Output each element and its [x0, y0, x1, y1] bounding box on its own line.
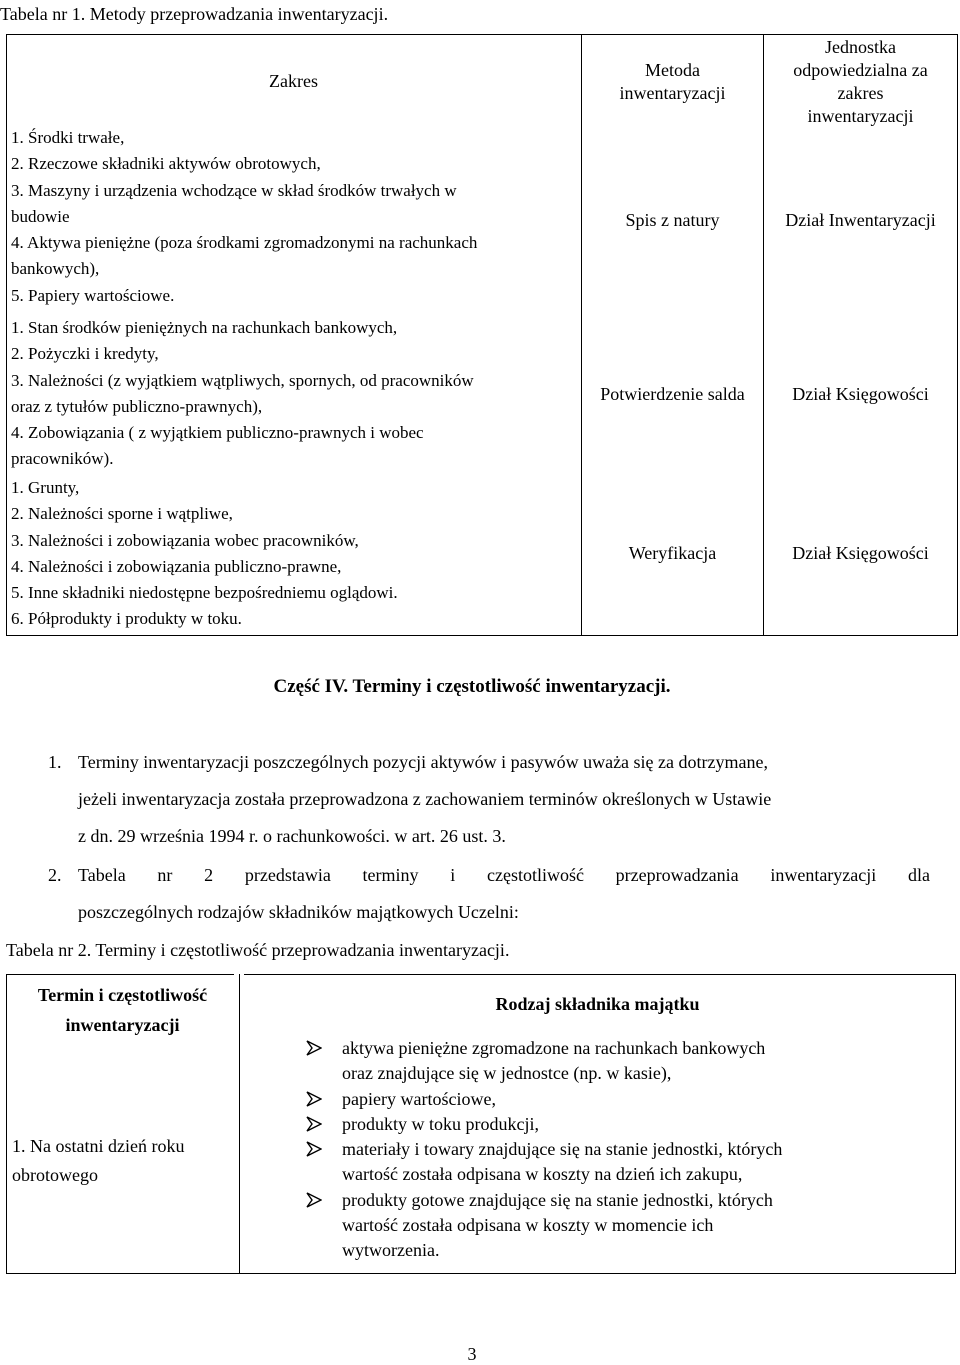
- arrowhead-bullet-icon: [306, 1192, 322, 1208]
- row2-method: Potwierdzenie salda: [600, 384, 745, 404]
- row2-range: 1. Stan środków pieniężnych na rachunkach bankowych, 2. Pożyczki i kredyty, 3. Należności (z wyjątkiem wątpliwych, spornych, od pracowników oraz z tytułów publiczno-prawnych), 4. Zobowiązania ( z wyjątkiem publiczno-prawnych i wobec pracowników).: [11, 318, 474, 469]
- term-cell: 1. Na ostatni dzień roku obrotowego: [12, 1136, 185, 1185]
- header-unit: Jednostka odpowiedzialna za zakres inwentaryzacji: [793, 37, 928, 126]
- row3-range: 1. Grunty, 2. Należności sporne i wątpliwe, 3. Należności i zobowiązania wobec pracowników, 4. Należności i zobowiązania publiczno-prawne, 5. Inne składniki niedostępne bezpośredniemu oglądowi. 6. Półprodukty i produkty w toku.: [11, 478, 398, 629]
- list-item: aktywa pieniężne zgromadzone na rachunkach bankowych oraz znajdujące się w jednostce (np. w kasie),: [306, 1036, 782, 1087]
- inventory-terms-table: [6, 974, 956, 1274]
- header-term: Termin i częstotliwość inwentaryzacji: [37, 985, 208, 1035]
- row3-unit: Dział Księgowości: [792, 543, 929, 563]
- table1-caption: Tabela nr 1. Metody przeprowadzania inwentaryzacji.: [0, 4, 389, 24]
- arrowhead-bullet-icon: [306, 1141, 322, 1157]
- asset-kind-list: [306, 1036, 782, 1264]
- arrowhead-bullet-icon: [306, 1091, 322, 1107]
- list-item: produkty w toku produkcji,: [306, 1112, 782, 1137]
- row1-range: 1. Środki trwałe, 2. Rzeczowe składniki aktywów obrotowych, 3. Maszyny i urządzenia wchodzące w skład środków trwałych w budowie 4. Aktywa pieniężne (poza środkami zgromadzonymi na rachunkach bankowych), 5. Papiery wartościowe.: [11, 128, 478, 305]
- header-range: Zakres: [269, 71, 318, 91]
- inventory-methods-table: [6, 34, 958, 636]
- list-item: materiały i towary znajdujące się na stanie jednostki, których wartość została odpisana w koszty na dzień ich zakupu,: [306, 1137, 782, 1188]
- page-number: 3: [467, 1344, 477, 1364]
- arrowhead-bullet-icon: [306, 1116, 322, 1132]
- row1-method: Spis z natury: [625, 210, 720, 230]
- list-item: papiery wartościowe,: [306, 1087, 782, 1112]
- header-kind: Rodzaj składnika majątku: [495, 994, 700, 1014]
- arrowhead-bullet-icon: [306, 1040, 322, 1056]
- section-heading: Część IV. Terminy i częstotliwość inwentaryzacji.: [273, 676, 671, 697]
- table2-caption: Tabela nr 2. Terminy i częstotliwość przeprowadzania inwentaryzacji.: [6, 940, 510, 960]
- row2-unit: Dział Księgowości: [792, 384, 929, 404]
- header-method: Metoda inwentaryzacji: [619, 60, 726, 103]
- list-item: produkty gotowe znajdujące się na stanie jednostki, których wartość została odpisana w koszty w momencie ich wytworzenia.: [306, 1188, 782, 1264]
- row1-unit: Dział Inwentaryzacji: [785, 210, 936, 230]
- row3-method: Weryfikacja: [628, 543, 717, 563]
